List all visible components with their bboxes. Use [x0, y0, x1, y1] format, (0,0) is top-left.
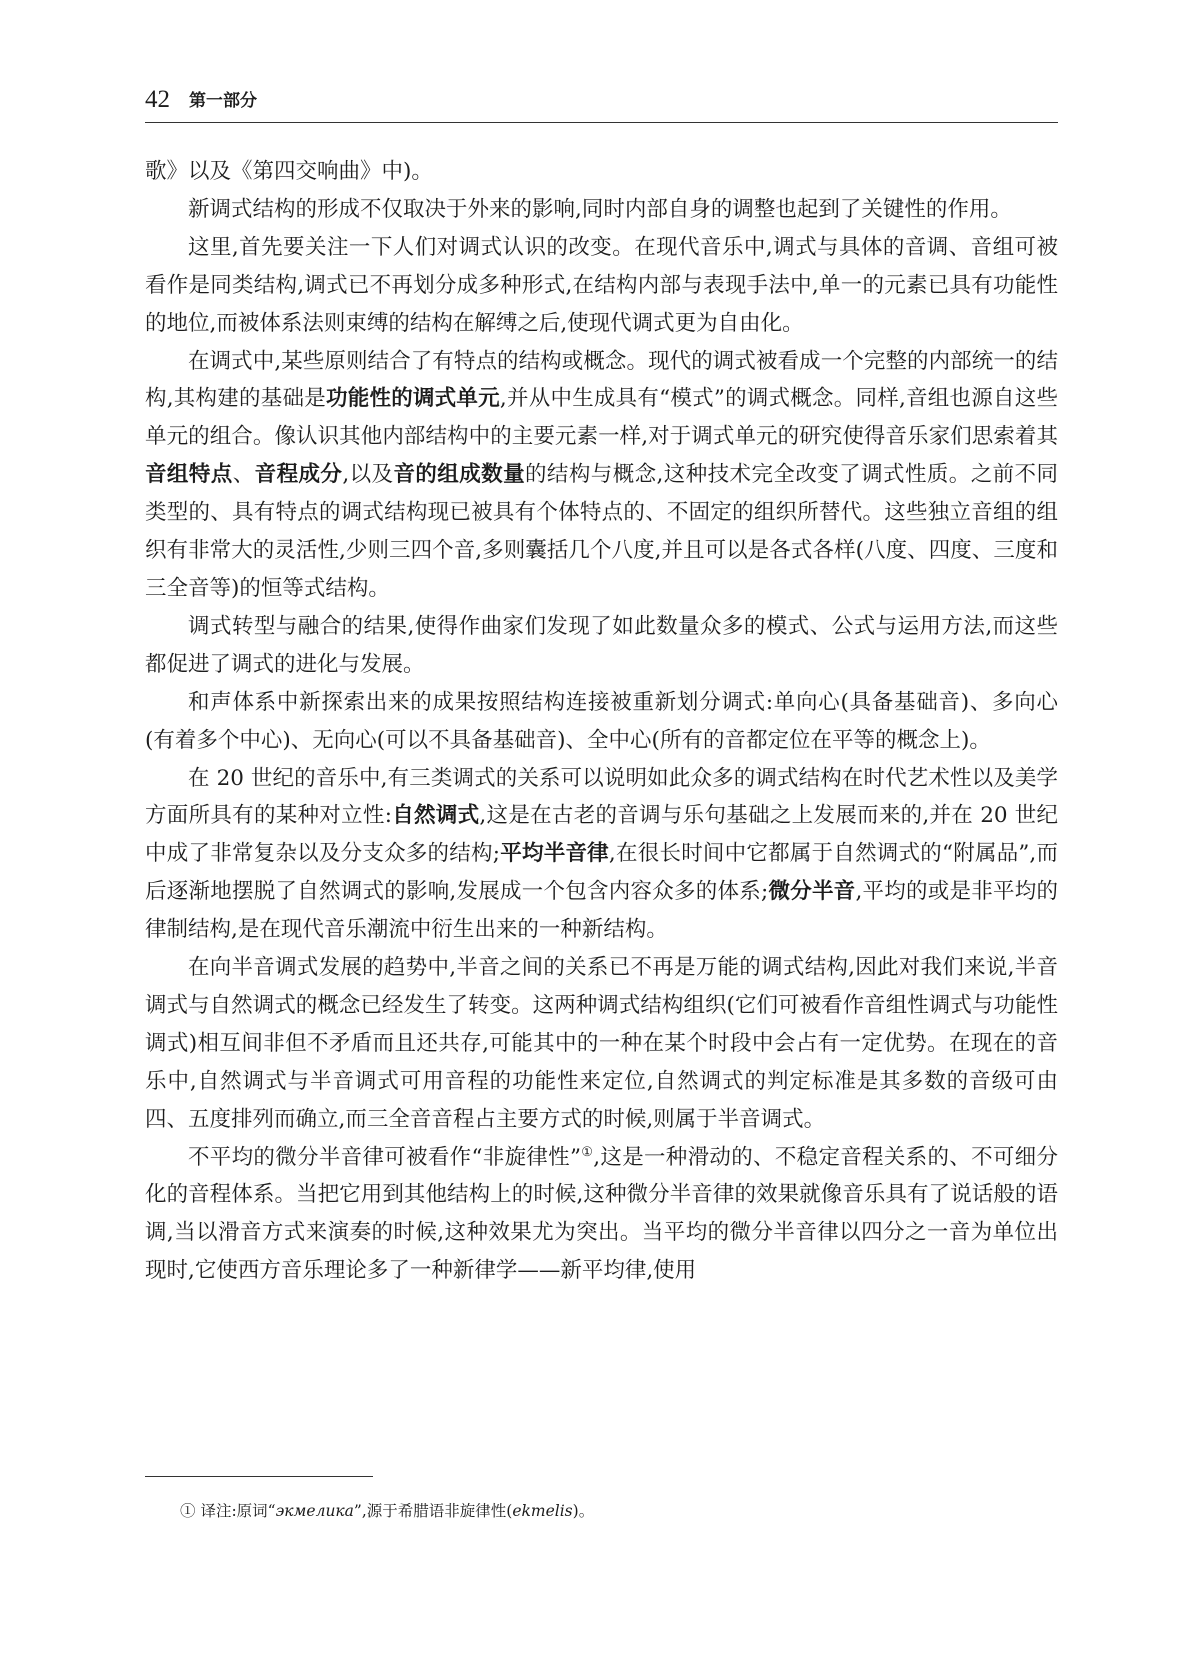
text-run: 歌》以及《第四交响曲》中)。: [145, 159, 433, 184]
footnote-marker: ①: [180, 1502, 196, 1520]
bold-term: 音组特点: [145, 462, 233, 488]
paragraph: [145, 229, 1058, 343]
text-run: 的结构与概念,这种技术完全改变了调式性质。之前不同类型的、具有特点的调式结构现已被具有个体特点的、不固定的组织所替代。这些独立音组的组织有非常大的灵活性,少则三四个音,多则囊括几个八度,并且可以是各式各样(八度、四度、三度和三全音等)的恒等式结构。: [145, 462, 1058, 601]
bold-term: 自然调式: [391, 803, 480, 829]
text-run: 和声体系中新探索出来的成果按照结构连接被重新划分调式:单向心(具备基础音)、多向心(有着多个中心)、无向心(可以不具备基础音)、全中心(所有的音都定位在平等的概念上)。: [145, 689, 1058, 753]
footnote-rule: [145, 1476, 373, 1477]
text-run: 在 20 世纪的音乐中,有三类调式的关系可以说明如此众多的调式结构在时代艺术性以及美学方面所具有的某种对立性:: [145, 765, 1058, 829]
text-run: ,这是在古老的音调与乐句基础之上发展而来的,并在 20 世纪中成了非常复杂以及分支众多的结构;: [145, 803, 1058, 867]
text-run: 在调式中,某些原则结合了有特点的结构或概念。现代的调式被看成一个完整的内部统一的结构,其构建的基础是: [145, 348, 1058, 412]
paragraph: [145, 1139, 1058, 1291]
bold-term: 音程成分: [254, 462, 343, 488]
text-run: 这里,首先要关注一下人们对调式认识的改变。在现代音乐中,调式与具体的音调、音组可被看作是同类结构,调式已不再划分成多种形式,在结构内部与表现手法中,单一的元素已具有功能性的地位,而被体系法则束缚的结构在解缚之后,使现代调式更为自由化。: [145, 234, 1058, 336]
text-run: 调式转型与融合的结果,使得作曲家们发现了如此数量众多的模式、公式与运用方法,而这些都促进了调式的进化与发展。: [145, 613, 1058, 677]
text-run: ,并从中生成具有“模式”的调式概念。同样,音组也源自这些单元的组合。像认识其他内部结构中的主要元素一样,对于调式单元的研究使得音乐家们思索着其: [145, 386, 1058, 450]
text-run: 、: [232, 462, 255, 488]
text-run: ,这是一种滑动的、不稳定音程关系的、不可细分化的音程体系。当把它用到其他结构上的时候,这种微分半音律的效果就像音乐具有了说话般的语调,当以滑音方式来演奏的时候,这种效果尤为突出。当平均的微分半音律以四分之一音为单位出现时,它使西方音乐理论多了一种新律学——新平均律,使用: [145, 1144, 1058, 1284]
text-run: ,平均的或是非平均的律制结构,是在现代音乐潮流中衍生出来的一种新结构。: [145, 879, 1058, 943]
paragraph: [145, 949, 1058, 1139]
paragraph: [145, 191, 1058, 229]
paragraph: [145, 153, 1058, 191]
page-number: 42: [145, 86, 170, 113]
paragraph: [145, 343, 1058, 608]
page-header: [145, 82, 1058, 123]
footnote-end: )。: [572, 1502, 595, 1520]
text-run: ,在很长时间中它都属于自然调式的“附属品”,而后逐渐地摆脱了自然调式的影响,发展成一个包含内容众多的体系;: [145, 841, 1058, 905]
body-text: [145, 153, 1058, 1290]
bold-term: 平均半音律: [500, 841, 609, 867]
footnote-ref: ①: [580, 1144, 594, 1160]
bold-term: 微分半音: [768, 879, 856, 905]
paragraph: [145, 760, 1058, 950]
paragraph: [145, 684, 1058, 760]
footnote: [180, 1500, 1040, 1522]
paragraph: [145, 608, 1058, 684]
footnote-label: 译注:原词“: [200, 1502, 276, 1520]
text-run: ,以及: [342, 462, 394, 488]
text-run: 在向半音调式发展的趋势中,半音之间的关系已不再是万能的调式结构,因此对我们来说,半音调式与自然调式的概念已经发生了转变。这两种调式结构组织(它们可被看作音组性调式与功能性调式)相互间非但不矛盾而且还共存,可能其中的一种在某个时段中会占有一定优势。在现在的音乐中,自然调式与半音调式可用音程的功能性来定位,自然调式的判定标准是其多数的音级可由四、五度排列而确立,而三全音音程占主要方式的时候,则属于半音调式。: [145, 955, 1058, 1132]
footnote-term: экмелика: [275, 1502, 354, 1520]
running-head: 第一部分: [189, 91, 257, 111]
bold-term: 功能性的调式单元: [325, 386, 500, 412]
footnote-mid: ”,源于希腊语非旋律性(: [353, 1502, 513, 1520]
footnote-greek: ekmelis: [512, 1502, 573, 1520]
text-run: 新调式结构的形成不仅取决于外来的影响,同时内部自身的调整也起到了关键性的作用。: [188, 196, 1012, 222]
text-run: 不平均的微分半音律可被看作“非旋律性”: [188, 1144, 581, 1170]
bold-term: 音的组成数量: [393, 462, 525, 488]
